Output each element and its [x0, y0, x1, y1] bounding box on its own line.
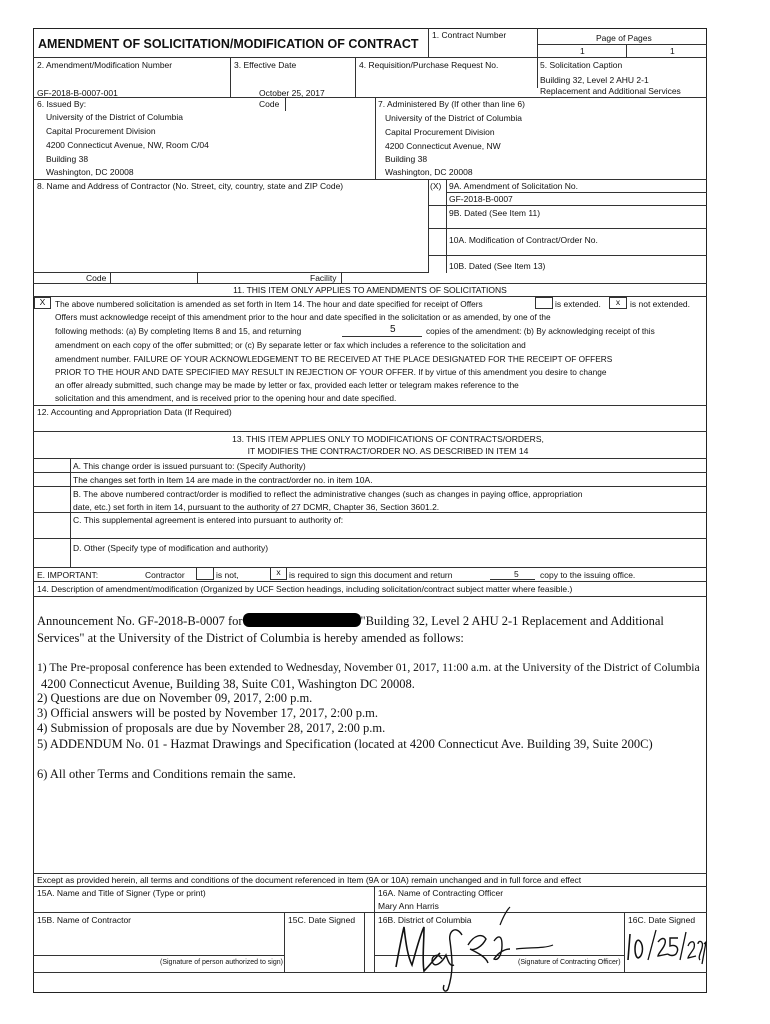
form-title: AMENDMENT OF SOLICITATION/MODIFICATION OF CONTRACT — [38, 37, 419, 51]
contractor-label: 8. Name and Address of Contractor (No. Street, city, country, state and ZIP Code) — [37, 181, 344, 191]
item16c-label: 16C. Date Signed — [628, 915, 696, 925]
issued-by-line-1: University of the District of Columbia — [46, 112, 183, 122]
amend-number-value: GF-2018-B-0007-001 — [37, 88, 118, 98]
item13-b2: date, etc.) set forth in item 14, pursuant to the authority of 27 DCMR, Chapter 36, Section 3601.2. — [73, 502, 440, 512]
is-not-label: is not, — [216, 570, 239, 580]
desc-item-1a: 1) The Pre-proposal conference has been extended to Wednesday, November 01, 2017, 11:00 a.m. at the University of the District of Columbia — [37, 661, 700, 674]
item11-line-4: amendment on each copy of the offer submitted; or (c) By separate letter or fax which includes a reference to the solicitation and — [55, 340, 526, 350]
item11-line-5: amendment number. FAILURE OF YOUR ACKNOWLEDGEMENT TO BE RECEIVED AT THE PLACE DESIGNATED FOR THE RECEIPT OF OFFERS — [55, 354, 613, 364]
officer-signature — [378, 905, 578, 995]
caption-label: 5. Solicitation Caption — [540, 60, 623, 70]
issued-by-line-3: 4200 Connecticut Avenue, NW, Room C/04 — [46, 140, 209, 150]
item-10b-label: 10B. Dated (See Item 13) — [449, 261, 546, 271]
issued-by-line-4: Building 38 — [46, 154, 89, 164]
item14-label: 14. Description of amendment/modification (Organized by UCF Section headings, including solicitation/contract subject matter where feasible.) — [37, 584, 573, 594]
sig-officer-label: (Signature of Contracting Officer) — [518, 959, 621, 966]
item-9a-label: 9A. Amendment of Solicitation No. — [449, 181, 578, 191]
desc-item-1b: 4200 Connecticut Avenue, Building 38, Suite C01, Washington DC 20008. — [41, 677, 415, 691]
item11-line-1: The above numbered solicitation is amended as set forth in Item 14. The hour and date specified for receipt of Offers — [55, 299, 483, 309]
administered-line-4: Building 38 — [385, 154, 428, 164]
code-label-2: Code — [86, 273, 107, 283]
item15b-label: 15B. Name of Contractor — [37, 915, 132, 925]
not-extended-checkbox[interactable]: x — [609, 297, 627, 309]
code-label: Code — [259, 99, 280, 109]
item12-label: 12. Accounting and Appropriation Data (If Required) — [37, 407, 232, 417]
page-label: Page of Pages — [596, 33, 652, 43]
contractor-word: Contractor — [145, 570, 185, 580]
desc-item-2: 2) Questions are due on November 09, 2017, 2:00 p.m. — [37, 691, 313, 705]
issued-by-line-5: Washington, DC 20008 — [46, 167, 134, 177]
return-tail: copy to the issuing office. — [540, 570, 636, 580]
item13-d: D. Other (Specify type of modification and authority) — [73, 543, 269, 553]
item-9b-label: 9B. Dated (See Item 11) — [449, 208, 541, 218]
item-9a-value: GF-2018-B-0007 — [449, 194, 513, 204]
item16b-label: 16B. District of Columbia — [378, 915, 472, 925]
facility-label: Facility — [310, 273, 337, 283]
copies-count: 5 — [390, 324, 396, 335]
required-label: is required to sign this document and return — [289, 570, 453, 580]
check-9a: (X) — [430, 181, 442, 191]
item11-line-3b: copies of the amendment: (b) By acknowledging receipt of this — [426, 326, 655, 336]
desc-line-1a: Announcement No. GF-2018-B-0007 for — [37, 614, 243, 628]
item13-heading-1: 13. THIS ITEM APPLIES ONLY TO MODIFICATIONS OF CONTRACTS/ORDERS, — [232, 434, 544, 444]
item11-line-7: an offer already submitted, such change may be made by letter or fax, provided each letter or telegram makes reference to the — [55, 380, 519, 390]
item15c-label: 15C. Date Signed — [288, 915, 356, 925]
date-signature — [624, 920, 708, 968]
administered-label: 7. Administered By (If other than line 6) — [378, 99, 525, 109]
requisition-label: 4. Requisition/Purchase Request No. — [359, 60, 499, 70]
administered-line-3: 4200 Connecticut Avenue, NW — [385, 141, 501, 151]
return-copies: 5 — [514, 569, 519, 579]
page-current: 1 — [580, 46, 585, 56]
item15a-label: 15A. Name and Title of Signer (Type or print) — [37, 888, 206, 898]
extended-checkbox[interactable] — [535, 297, 553, 309]
item13-c: C. This supplemental agreement is entered into pursuant to authority of: — [73, 515, 344, 525]
item-10a-label: 10A. Modification of Contract/Order No. — [449, 235, 598, 245]
desc-item-6: 6) All other Terms and Conditions remain the same. — [37, 767, 296, 781]
item11-line-2: Offers must acknowledge receipt of this amendment prior to the hour and date specified in the solicitation or as amended, by one of the — [55, 312, 551, 322]
item11-heading: 11. THIS ITEM ONLY APPLIES TO AMENDMENTS OF SOLICITATIONS — [233, 285, 507, 295]
important-label: E. IMPORTANT: — [37, 570, 99, 580]
effective-date-value: October 25, 2017 — [259, 88, 325, 98]
officer-name: Mary Ann Harris — [378, 901, 439, 911]
caption-line-2: Replacement and Additional Services — [540, 86, 681, 96]
required-checkbox[interactable]: x — [270, 567, 287, 580]
item11-checkbox[interactable]: X — [34, 297, 51, 309]
amend-number-label: 2. Amendment/Modification Number — [37, 60, 173, 70]
item13-heading-2: IT MODIFIES THE CONTRACT/ORDER NO. AS DESCRIBED IN ITEM 14 — [247, 446, 529, 456]
item13-a2: The changes set forth in Item 14 are made in the contract/order no. in item 10A. — [73, 475, 373, 485]
item11-line-8: solicitation and this amendment, and is received prior to the opening hour and date specified. — [55, 393, 397, 403]
desc-item-4: 4) Submission of proposals are due by November 28, 2017, 2:00 p.m. — [37, 721, 386, 735]
item16a-label: 16A. Name of Contracting Officer — [378, 888, 504, 898]
administered-line-2: Capital Procurement Division — [385, 127, 495, 137]
item13-b: B. The above numbered contract/order is modified to reflect the administrative changes (such as changes in paying office, appropriation — [73, 489, 583, 499]
extended-label: is extended. — [555, 299, 601, 309]
is-not-checkbox[interactable] — [196, 567, 214, 580]
page-total: 1 — [670, 46, 675, 56]
desc-line-1b: "Building 32, Level 2 AHU 2-1 Replacement and Additional — [360, 614, 664, 628]
effective-date-label: 3. Effective Date — [234, 60, 297, 70]
caption-line-1: Building 32, Level 2 AHU 2-1 — [540, 75, 649, 85]
contract-number-label: 1. Contract Number — [432, 30, 507, 40]
except-line: Except as provided herein, all terms and conditions of the document referenced in Item (9A or 10A) remain unchanged and in full force and effect — [37, 875, 582, 885]
redaction-bar — [243, 613, 361, 627]
item11-line-6: PRIOR TO THE HOUR AND DATE SPECIFIED MAY RESULT IN REJECTION OF YOUR OFFER. If by virtue of this amendment you desire to change — [55, 367, 607, 377]
desc-item-5: 5) ADDENDUM No. 01 - Hazmat Drawings and Specification (located at 4200 Connecticut Ave. Building 39, Suite 200C) — [37, 737, 653, 751]
item11-line-3a: following methods: (a) By completing Items 8 and 15, and returning — [55, 326, 302, 336]
sig-person-label: (Signature of person authorized to sign) — [160, 959, 283, 966]
administered-line-1: University of the District of Columbia — [385, 113, 522, 123]
desc-line-2: Services" at the University of the District of Columbia is hereby amended as follows: — [37, 631, 464, 645]
desc-line-1 — [37, 613, 664, 630]
administered-line-5: Washington, DC 20008 — [385, 167, 473, 177]
desc-item-3: 3) Official answers will be posted by November 17, 2017, 2:00 p.m. — [37, 706, 379, 720]
issued-by-label: 6. Issued By: — [37, 99, 87, 109]
not-extended-label: is not extended. — [630, 299, 691, 309]
issued-by-line-2: Capital Procurement Division — [46, 126, 156, 136]
item13-a: A. This change order is issued pursuant to: (Specify Authority) — [73, 461, 306, 471]
